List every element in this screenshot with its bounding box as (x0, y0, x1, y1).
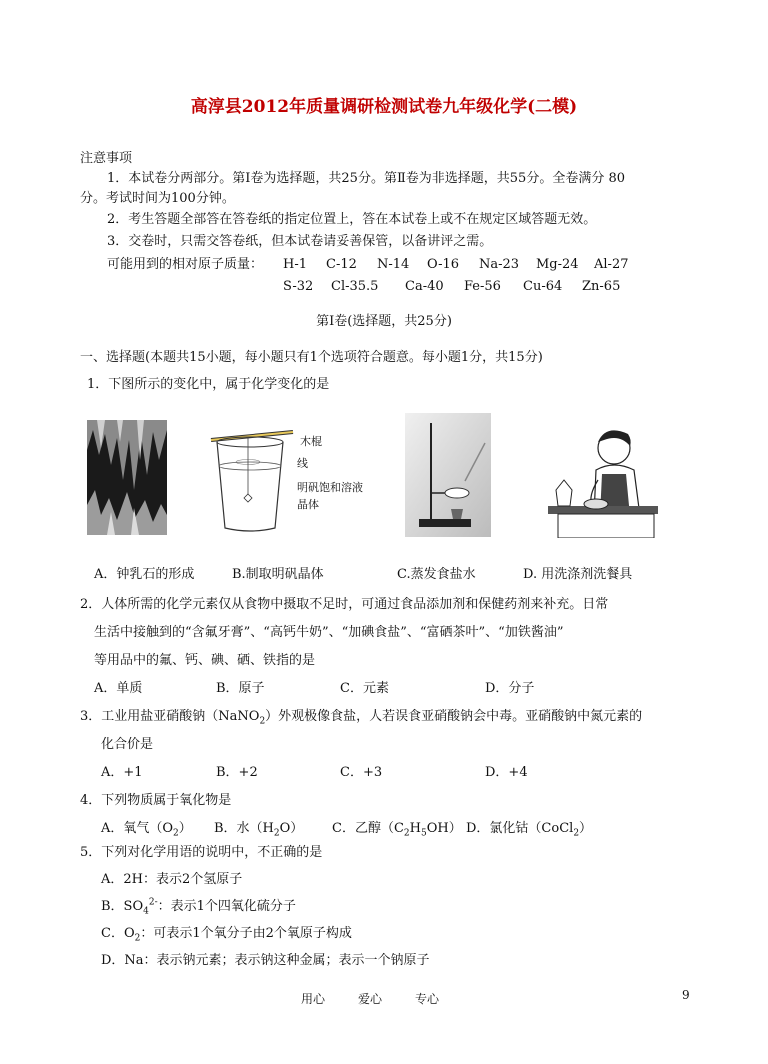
q4-option-c: C．乙醇$(C_2H_5OH)$ (332, 821, 462, 839)
atomic-mass-fe: Fe-56 (464, 279, 501, 294)
q2-option-d: D．分子 (485, 681, 535, 696)
atomic-mass-na: Na-23 (479, 257, 520, 272)
label-stick: 木棍 (300, 435, 322, 448)
atomic-mass-zn: Zn-65 (582, 279, 621, 294)
atomic-mass-n: N-14 (377, 257, 410, 272)
q4-option-d: D．氯化钴（CoCl$_2$） (466, 821, 593, 839)
q3-option-c: C．+3 (340, 765, 383, 780)
q3-stem-2: 化合价是 (101, 737, 154, 752)
q1-option-d: D. 用洗涤剂洗餐具 (523, 567, 633, 582)
evaporation-image (405, 413, 491, 537)
footer-motto-1: 用心 (301, 992, 326, 1006)
part-1-heading: 一、选择题(本题共15小题，每小题只有1个选项符合题意。每小题1分，共15分) (80, 350, 543, 365)
q4-stem: 4．下列物质属于氧化物是 (80, 793, 232, 808)
q3-option-a: A．+1 (101, 765, 143, 780)
footer-motto-3: 专心 (415, 992, 440, 1006)
q2-stem-3: 等用品中的氟、钙、碘、硒、铁指的是 (94, 653, 316, 668)
q3-stem-1: 3．工业用盐亚硝酸钠（NaNO$_2$）外观极像食盐，人若误食亚硝酸钠会中毒。亚硝酸钠中氮元素的 (80, 709, 643, 727)
q2-option-b: B．原子 (216, 681, 265, 696)
atomic-mass-c: C-12 (326, 257, 357, 272)
q1-stem: 1．下图所示的变化中，属于化学变化的是 (87, 377, 330, 392)
label-crystal: 晶体 (297, 498, 319, 511)
atomic-mass-cu: Cu-64 (523, 279, 563, 294)
q2-stem-2: 生活中接触到的“含氟牙膏”、“高钙牛奶”、“加碘食盐”、“富硒茶叶”、“加铁酱油” (94, 625, 564, 640)
q2-stem-1: 2．人体所需的化学元素仅从食物中摄取不足时，可通过食品添加剂和保健药剂来补充。日常 (80, 597, 609, 612)
section-1-title: 第Ⅰ卷(选择题，共25分) (316, 314, 452, 329)
atomic-mass-label: 可能用到的相对原子质量： (107, 257, 264, 272)
q5-option-d: D．Na：表示钠元素；表示钠这种金属；表示一个钠原子 (101, 953, 430, 968)
atomic-mass-h: H-1 (283, 257, 308, 272)
footer-motto-2: 爱心 (358, 992, 383, 1006)
q5-option-a: A．2H：表示2个氢原子 (101, 872, 243, 887)
label-solution: 明矾饱和溶液 (297, 481, 363, 494)
notice-item-2: 2．考生答题全部答在答卷纸的指定位置上，答在本试卷上或不在规定区域答题无效。 (107, 212, 597, 227)
stalactite-image (87, 420, 167, 535)
q4-option-a: A．氧气$(O_2)$ (101, 821, 192, 839)
label-thread: 线 (297, 457, 308, 470)
q3-option-b: B．+2 (216, 765, 258, 780)
atomic-mass-al: Al-27 (594, 257, 629, 272)
notice-item-1-cont: 分。考试时间为100分钟。 (80, 191, 235, 206)
q4-option-b: B．水$(H_2O)$ (214, 821, 304, 839)
page-number: 9 (682, 988, 690, 1002)
notice-item-3: 3．交卷时，只需交答卷纸，但本试卷请妥善保管，以备讲评之需。 (107, 234, 493, 249)
q5-stem: 5．下列对化学用语的说明中，不正确的是 (80, 845, 323, 860)
atomic-mass-mg: Mg-24 (536, 257, 579, 272)
notice-item-1: 1．本试卷分两部分。第Ⅰ卷为选择题，共25分。第Ⅱ卷为非选择题，共55分。全卷满分 80 (107, 171, 626, 186)
page-title: 高淳县2012年质量调研检测试卷九年级化学(二模) (190, 97, 578, 117)
q3-option-d: D．+4 (485, 765, 528, 780)
q5-option-b: B．$SO_4^{2-}$：表示1个四氧化硫分子 (101, 897, 296, 917)
alum-beaker-image (205, 428, 295, 534)
atomic-mass-o: O-16 (427, 257, 460, 272)
atomic-mass-cl: Cl-35.5 (331, 279, 379, 294)
q1-option-c: C.蒸发食盐水 (397, 567, 476, 582)
q1-option-b: B.制取明矾晶体 (232, 567, 324, 582)
washing-dishes-image (548, 420, 658, 538)
atomic-mass-ca: Ca-40 (405, 279, 444, 294)
notice-heading: 注意事项 (80, 151, 133, 166)
q2-option-c: C．元素 (340, 681, 389, 696)
atomic-mass-s: S-32 (283, 279, 314, 294)
q2-option-a: A．单质 (94, 681, 143, 696)
q1-option-a: A．钟乳石的形成 (94, 567, 195, 582)
q5-option-c: C．$O_2$：可表示1个氧分子由2个氧原子构成 (101, 926, 352, 944)
